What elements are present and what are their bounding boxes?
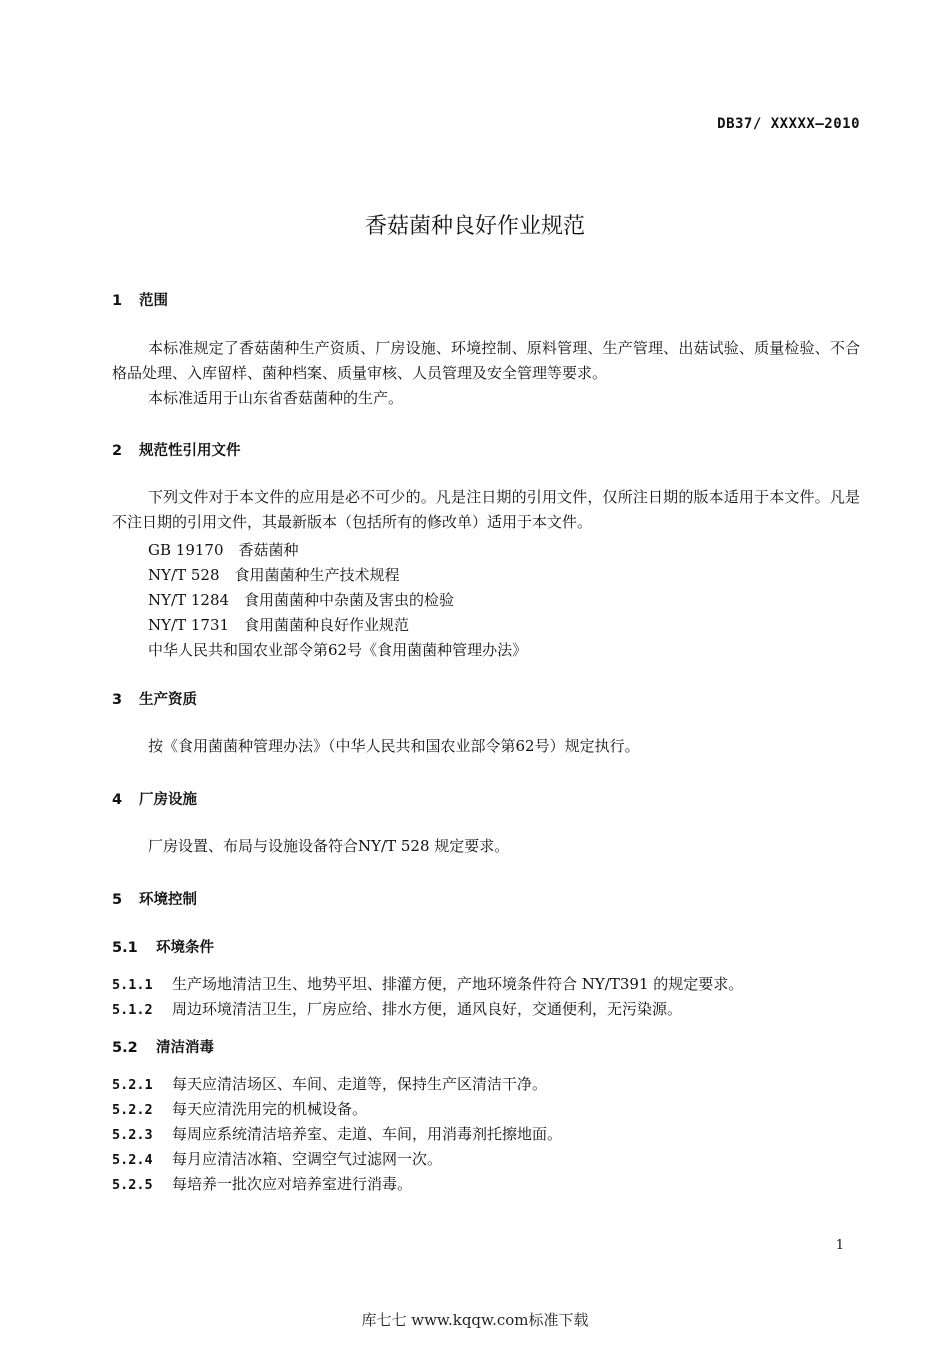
subsection-heading-5-2: [112, 1036, 214, 1057]
section-1-paragraph-2: 本标准适用于山东省香菇菌种的生产。: [148, 389, 404, 407]
document-title: 香菇菌种良好作业规范: [364, 214, 585, 239]
reference-item: NY/T 1284 食用菌菌种中杂菌及害虫的检验: [148, 591, 455, 609]
clause-item: [112, 1073, 547, 1094]
section-heading-5: [112, 888, 197, 909]
section-title: 规范性引用文件: [139, 443, 241, 459]
clause-text: 每天应清洗用完的机械设备。: [172, 1100, 368, 1118]
subsection-heading-5-1: [112, 936, 214, 957]
clause-text: 每周应系统清洁培养室、走道、车间，用消毒剂托擦地面。: [172, 1125, 563, 1143]
clause-item: [112, 1173, 412, 1194]
section-heading-4: [112, 788, 197, 809]
reference-item: GB 19170 香菇菌种: [148, 541, 299, 559]
section-1-paragraph-1: 本标准规定了香菇菌种生产资质、厂房设施、环境控制、原料管理、生产管理、出菇试验、质量检验、不合格品处理、入库留样、菌种档案、质量审核、人员管理及安全管理等要求。: [112, 339, 860, 382]
footer-watermark: 库七七 www.kqqw.com标准下载: [361, 1311, 589, 1329]
clause-number: 5.1.1: [112, 977, 153, 993]
section-2-paragraph-1: 下列文件对于本文件的应用是必不可少的。凡是注日期的引用文件，仅所注日期的版本适用于本文件。凡是不注日期的引用文件，其最新版本（包括所有的修改单）适用于本文件。: [112, 488, 860, 531]
page-number: 1: [835, 1238, 844, 1253]
subsection-number: 5.1: [112, 940, 138, 956]
clause-text: 每培养一批次应对培养室进行消毒。: [172, 1175, 413, 1193]
section-number: 2: [112, 443, 123, 459]
section-heading-1: [112, 289, 168, 310]
clause-item: [112, 1123, 562, 1144]
section-3-paragraph-1: 按《食用菌菌种管理办法》（中华人民共和国农业部令第62号）规定执行。: [148, 737, 640, 755]
clause-item: [112, 998, 682, 1019]
clause-item: [112, 1148, 442, 1169]
clause-number: 5.2.4: [112, 1152, 153, 1168]
clause-number: 5.2.3: [112, 1127, 153, 1143]
section-title: 生产资质: [139, 692, 197, 708]
section-heading-3: [112, 688, 197, 709]
reference-item: NY/T 1731 食用菌菌种良好作业规范: [148, 616, 410, 634]
section-number: 1: [112, 293, 123, 309]
section-title: 范围: [139, 293, 168, 309]
clause-number: 5.2.1: [112, 1077, 153, 1093]
clause-text: 每月应清洁冰箱、空调空气过滤网一次。: [172, 1150, 443, 1168]
section-number: 3: [112, 692, 123, 708]
reference-item: 中华人民共和国农业部令第62号《食用菌菌种管理办法》: [148, 641, 528, 659]
subsection-title: 清洁消毒: [156, 1040, 214, 1056]
clause-item: [112, 973, 743, 994]
clause-number: 5.2.2: [112, 1102, 153, 1118]
subsection-number: 5.2: [112, 1040, 138, 1056]
clause-text: 周边环境清洁卫生，厂房应给、排水方便，通风良好，交通便利，无污染源。: [172, 1000, 683, 1018]
reference-item: NY/T 528 食用菌菌种生产技术规程: [148, 566, 400, 584]
section-title: 厂房设施: [139, 792, 197, 808]
clause-text: 每天应清洁场区、车间、走道等，保持生产区清洁干净。: [172, 1075, 548, 1093]
section-4-paragraph-1: 厂房设置、布局与设施设备符合NY/T 528 规定要求。: [148, 837, 510, 855]
section-heading-2: [112, 439, 241, 460]
clause-text: 生产场地清洁卫生、地势平坦、排灌方便，产地环境条件符合 NY/T391 的规定要求。: [172, 975, 744, 993]
section-number: 5: [112, 892, 123, 908]
subsection-title: 环境条件: [156, 940, 214, 956]
section-number: 4: [112, 792, 123, 808]
document-code: DB37/ XXXXX—2010: [717, 116, 860, 132]
clause-number: 5.1.2: [112, 1002, 153, 1018]
clause-number: 5.2.5: [112, 1177, 153, 1193]
clause-item: [112, 1098, 367, 1119]
section-title: 环境控制: [139, 892, 197, 908]
